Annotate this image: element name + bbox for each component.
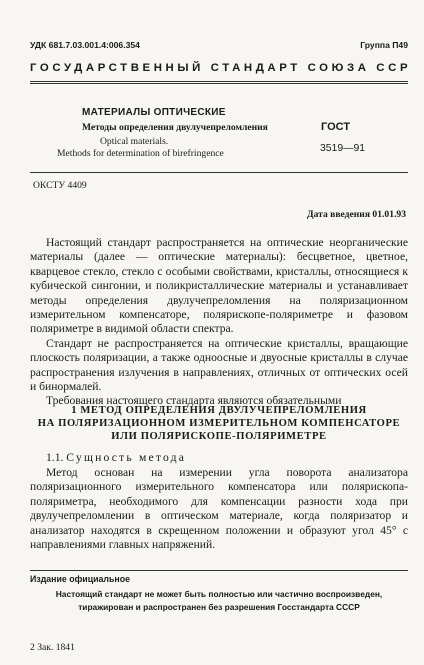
copyright-notice-1: Настоящий стандарт не может быть полностью или частично воспроизведен, (55, 589, 383, 599)
subsection-number: 1.1. (46, 451, 64, 464)
gost-label: ГОСТ (321, 121, 351, 133)
section-title-line-2: НА ПОЛЯРИЗАЦИОННОМ ИЗМЕРИТЕЛЬНОМ КОМПЕНСАТОРЕ (37, 418, 401, 429)
copyright-notice-2: тиражирован и распространен без разрешения Госстандарта СССР (78, 602, 360, 612)
paragraph-method: Метод основан на измерении угла поворота анализатора поляризационного измерительного компенсатора или полярископа-поляриметра, необходимого для компенсации разности хода при двулучепреломлении в оптическом материале, когда поляризатор и анализатор находятся в скрещенном положении и образуют угол 45° с направлениями главных напряжений. (30, 466, 408, 552)
header-rule-top (30, 81, 408, 82)
paragraph-mandatory: Требования настоящего стандарта являются обязательными (46, 394, 342, 408)
header-rule-bottom (30, 83, 408, 84)
section-title-line-3: ИЛИ ПОЛЯРИСКОПЕ-ПОЛЯРИМЕТРЕ (111, 431, 327, 442)
doc-title-en-1: Optical materials. (100, 136, 169, 147)
group-code: Группа П49 (360, 40, 408, 50)
udk-code: УДК 681.7.03.001.4:006.354 (30, 40, 140, 50)
paragraph-exclusions: Стандарт не распространяется на оптические кристаллы, вращающие плоскость поляризации, а также одноосные и двуосные кристаллы в случае распространения излучения в направлениях, отличных от оптических осей и бинормалей. (30, 336, 408, 394)
section-title-line-1: 1 МЕТОД ОПРЕДЕЛЕНИЯ ДВУЛУЧЕПРЕЛОМЛЕНИЯ (71, 405, 367, 416)
subsection-heading (46, 451, 186, 464)
intro-date: Дата введения 01.01.93 (306, 209, 406, 220)
okstu-code: ОКСТУ 4409 (33, 180, 87, 191)
subsection-title: Сущность метода (66, 451, 187, 464)
paragraph-scope: Настоящий стандарт распространяется на оптические неорганические материалы (далее — оптические материалы): бесцветное, цветное, кварцевое стекло, стекло с особыми свойствами, кристаллы, относящиеся к кубической сингонии, и поликристаллические материалы и устанавливает методы определения двулучепреломления на поляризационном измерительном компенсаторе, полярископе-поляриметре и фазовом поляриметре в видимой области спектра. (30, 236, 408, 336)
doc-subtitle-ru: Методы определения двулучепреломления (82, 122, 268, 133)
method-text (30, 466, 408, 552)
title-rule (30, 172, 408, 173)
doc-title-ru: МАТЕРИАЛЫ ОПТИЧЕСКИЕ (82, 107, 226, 118)
edition-label: Издание официальное (30, 574, 130, 584)
gost-number: 3519—91 (320, 143, 366, 154)
footer-rule (30, 570, 408, 571)
order-number: 2 Зак. 1841 (30, 642, 75, 653)
doc-title-en-2: Methods for determination of birefringence (57, 148, 224, 159)
org-title: ГОСУДАРСТВЕННЫЙ СТАНДАРТ СОЮЗА ССР (30, 62, 412, 74)
intro-text (30, 236, 408, 409)
